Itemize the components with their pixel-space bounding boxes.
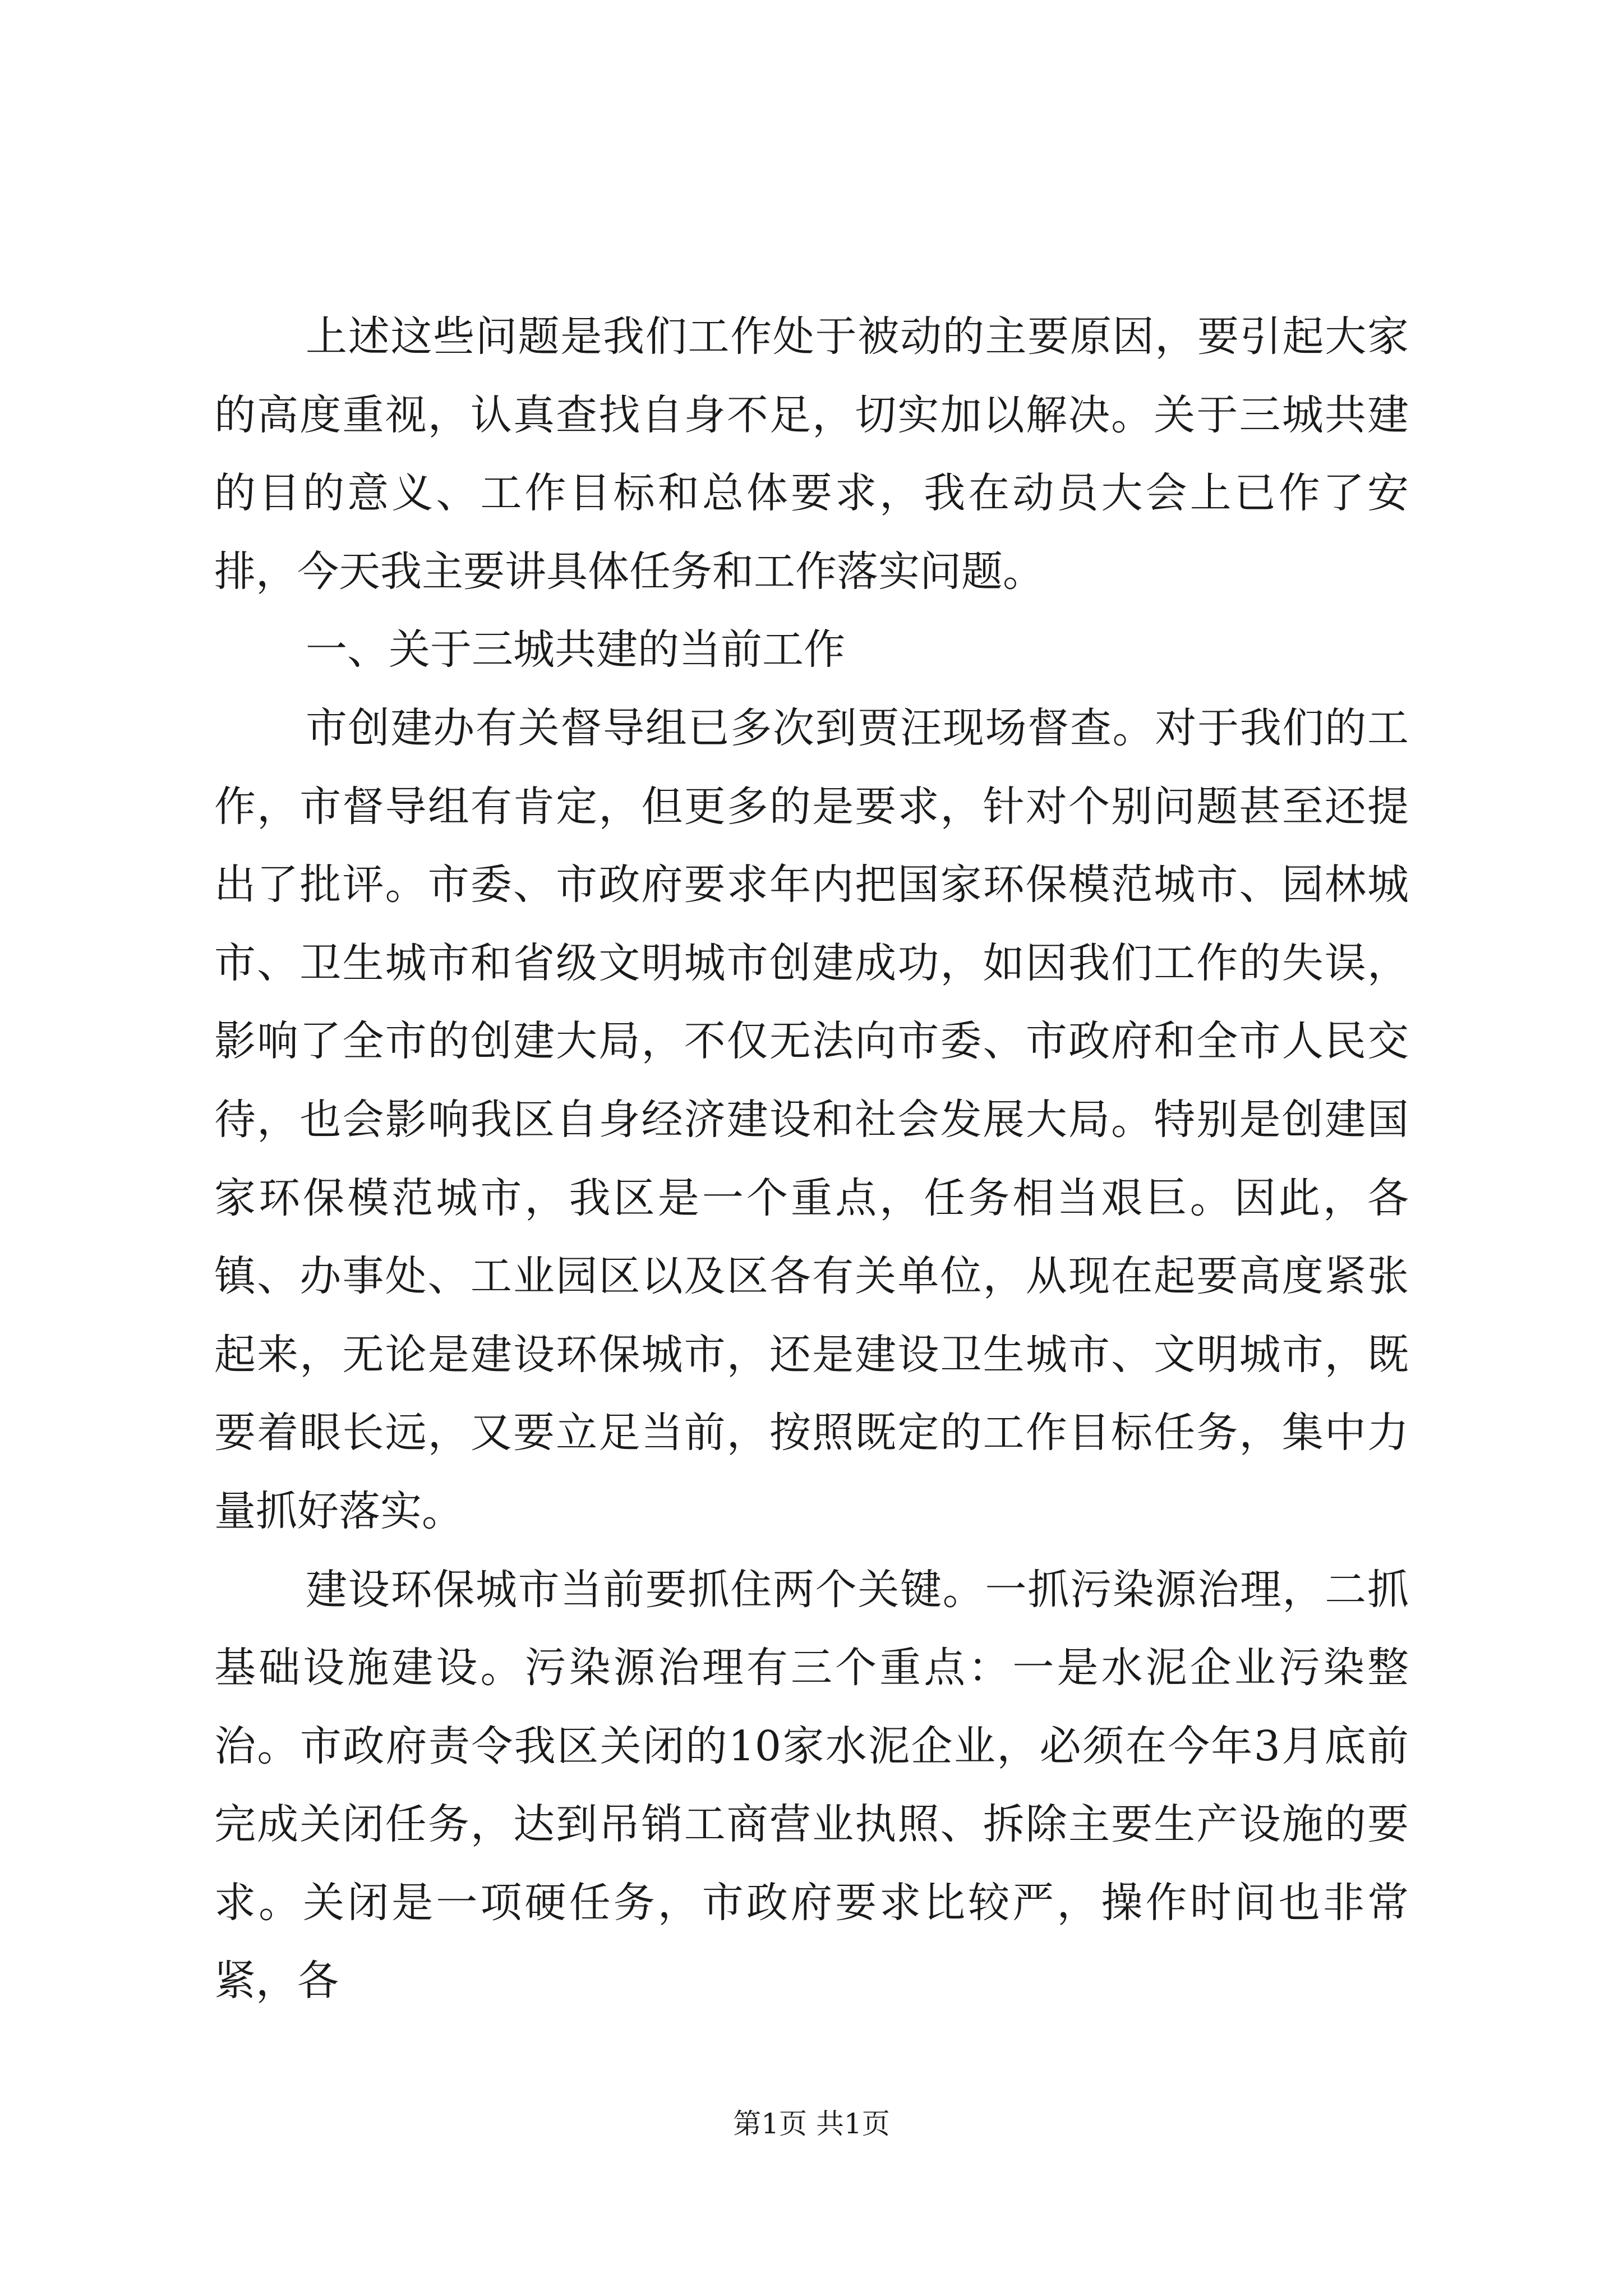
paragraph-3: 建设环保城市当前要抓住两个关键。一抓污染源治理，二抓基础设施建设。污染源治理有三个重点：一是水泥企业污染整治。市政府责令我区关闭的10家水泥企业，必须在今年3月底前完成关闭任务，达到吊销工商营业执照、拆除主要生产设施的要求。关闭是一项硬任务，市政府要求比较严，操作时间也非常紧，各 bbox=[214, 1565, 1409, 2005]
document-body bbox=[214, 298, 1409, 2021]
page-footer: 第1页 共1页 bbox=[733, 2108, 890, 2140]
paragraph-2: 市创建办有关督导组已多次到贾汪现场督查。对于我们的工作，市督导组有肯定，但更多的是要求，针对个别问题甚至还提出了批评。市委、市政府要求年内把国家环保模范城市、园林城市、卫生城市和省级文明城市创建成功，如因我们工作的失误，影响了全市的创建大局，不仅无法向市委、市政府和全市人民交待，也会影响我区自身经济建设和社会发展大局。特别是创建国家环保模范城市，我区是一个重点，任务相当艰巨。因此，各镇、办事处、工业园区以及区各有关单位，从现在起要高度紧张起来，无论是建设环保城市，还是建设卫生城市、文明城市，既要着眼长远，又要立足当前，按照既定的工作目标任务，集中力量抓好落实。 bbox=[214, 703, 1409, 1535]
paragraph-1: 上述这些问题是我们工作处于被动的主要原因，要引起大家的高度重视，认真查找自身不足，切实加以解决。关于三城共建的目的意义、工作目标和总体要求，我在动员大会上已作了安排，今天我主要讲具体任务和工作落实问题。 bbox=[214, 312, 1409, 596]
section-heading: 一、关于三城共建的当前工作 bbox=[306, 625, 845, 674]
